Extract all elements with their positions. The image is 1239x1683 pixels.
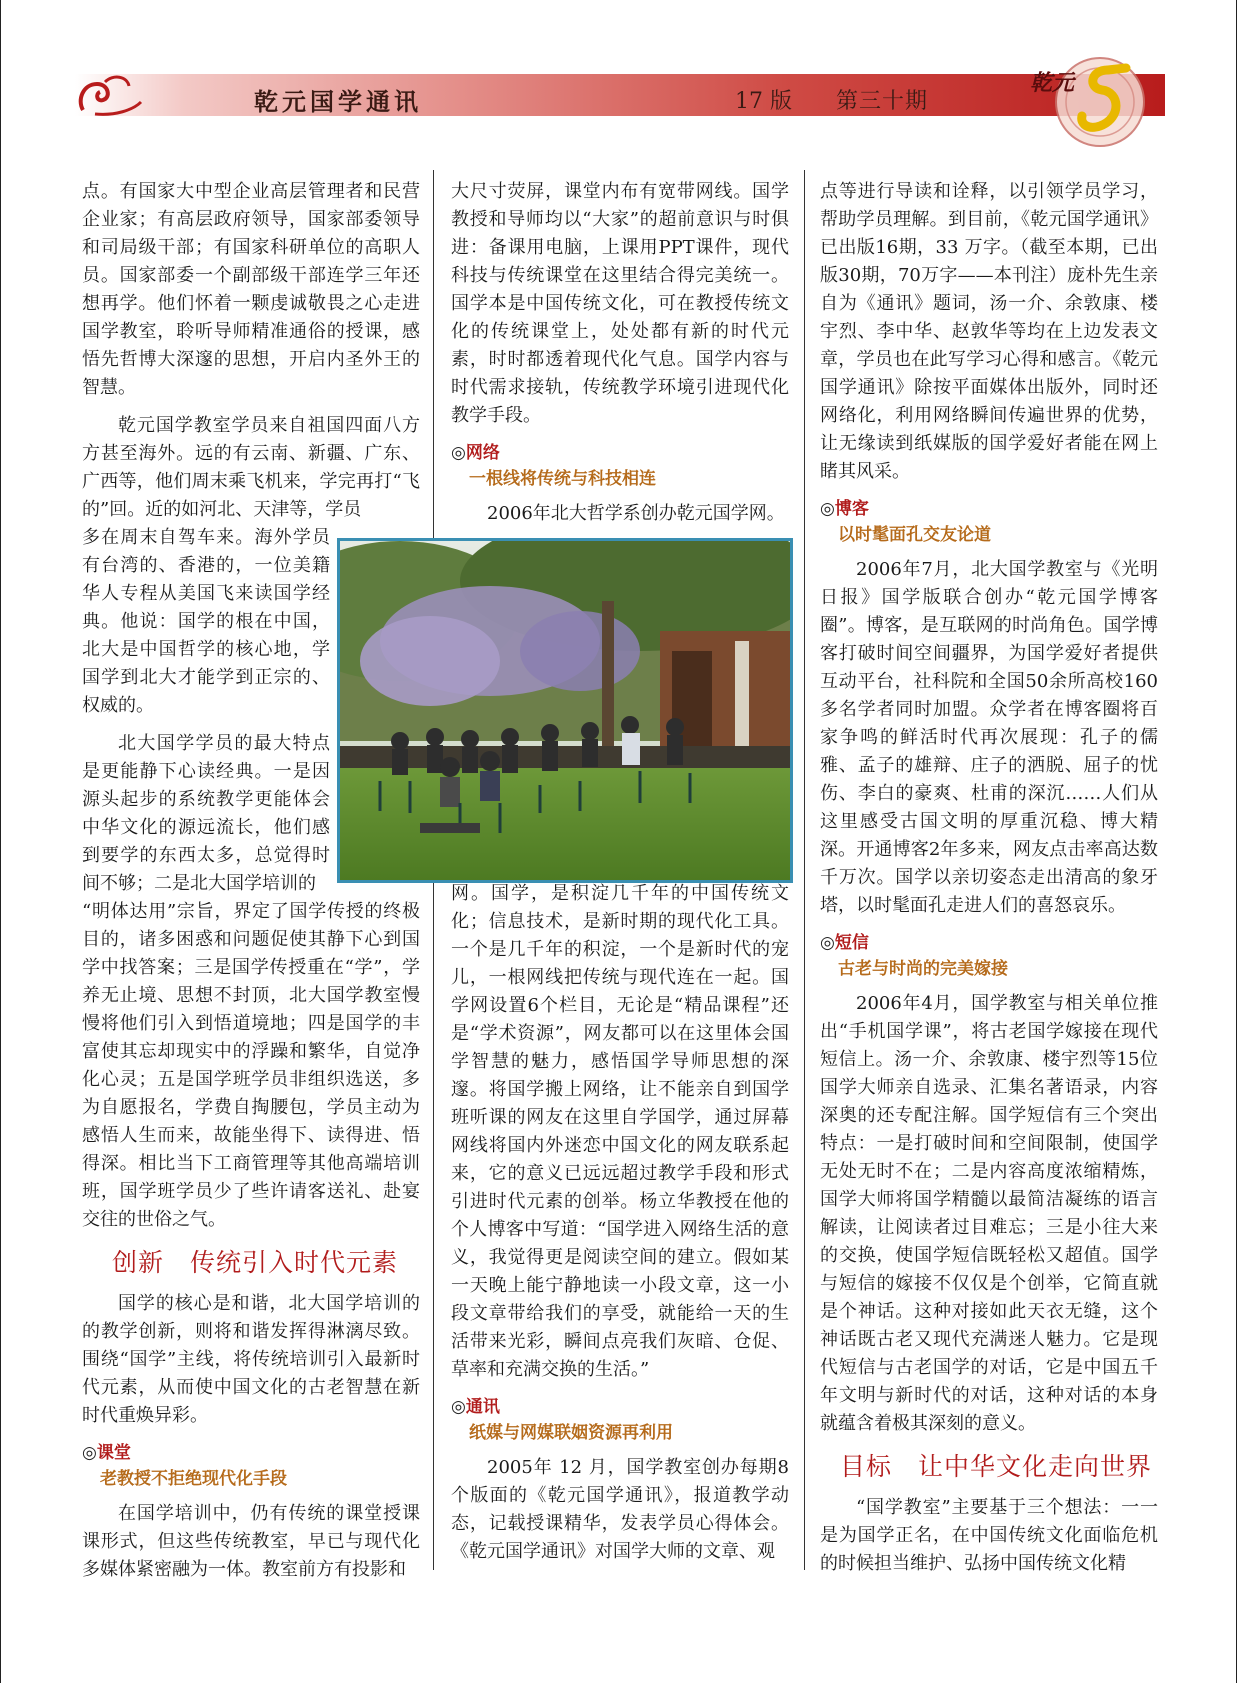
paragraph: “明体达用”宗旨，界定了国学传授的终极目的，诸多困惑和问题促使其静下心到国学中找答案；三是国学传授重在“学”，学养无止境、思想不封顶，北大国学教室慢慢将他们引入到悟道境地；四是国学的丰富使其忘却现实中的浮躁和繁华，自觉净化心灵；五是国学班学员非组织选送，多为自愿报名，学费自掏腰包，学员主动为感悟人生而来，故能坐得下、读得进、悟得深。相比当下工商管理等其他高端培训班，国学班学员少了些许请客送礼、赴宴交往的世俗之气。 [82,901,420,1230]
section-title: 创新 传统引入时代元素 [112,1248,399,1277]
paragraph: 2006年北大哲学系创办乾元国学网。 [487,503,785,524]
circle-bullet-icon: ◎ [820,933,835,953]
column-3 [820,178,1158,1588]
circle-bullet-icon: ◎ [451,1397,466,1417]
paragraph: 点等进行导读和诠释，以引领学员学习，帮助学员理解。到目前，《乾元国学通讯》已出版16期，33 万字。（截至本期，已出版30期，70万字——本刊注）庞朴先生亲自为《通讯》题词，汤一介、余敦康、楼宇烈、李中华、赵敦华等均在上边发表文章，学员也在此写学习心得和感言。《乾元国学通讯》除按平面媒体出版外，同时还网络化，利用网络瞬间传遍世界的优势，让无缘读到纸媒版的国学爱好者能在网上睹其风采。 [820,181,1158,482]
seal-logo-icon [1030,40,1150,155]
circle-bullet-icon: ◎ [451,443,466,463]
subsection-title: 纸媒与网媒联姻资源再利用 [469,1423,673,1443]
paragraph: 网。国学，是积淀几千年的中国传统文化；信息技术，是新时期的现代化工具。一个是几千年的积淀，一个是新时代的宠儿，一根网线把传统与现代连在一起。国学网设置6个栏目，无论是“精品课程”还是“学术资源”，网友都可以在这里体会国学智慧的魅力，感悟国学导师思想的深邃。将国学搬上网络，让不能亲自到国学班听课的网友在这里自学国学，通过屏幕网线将国内外迷恋中国文化的网友联系起来，它的意义已远远超过教学手段和形式引进时代元素的创举。杨立华教授在他的个人博客中写道：“国学进入网络生活的意义，我觉得更是阅读空间的建立。假如某一天晚上能宁静地读一小段文章，这一小段文章带给我们的享受，就能给一天的生活带来光彩，瞬间点亮我们灰暗、仓促、草率和充满交换的生活。” [451,883,789,1380]
circle-bullet-icon: ◎ [820,499,835,519]
paragraph: 2005年 12 月，国学教室创办每期8个版面的《乾元国学通讯》，报道教学动态，记载授课精华，发表学员心得体会。《乾元国学通讯》对国学大师的文章、观 [451,1457,789,1562]
paragraph: 多在周末自驾车来。海外学员有台湾的、香港的，一位美籍华人专程从美国飞来读国学经典。他说：国学的根在中国，北大是中国哲学的核心地，学国学到北大才能学到正宗的、权威的。 [82,527,330,716]
newsletter-title: 乾元国学通讯 [254,88,422,116]
page-border-right [1236,0,1237,1683]
circle-bullet-icon: ◎ [82,1443,97,1463]
subsection-head: ◎通讯 [451,1397,500,1417]
subsection-head: ◎课堂 [82,1443,131,1463]
subsection-title: 一根线将传统与科技相连 [469,469,656,489]
edition-label: 17 版 [735,89,792,114]
subsection-head: ◎短信 [820,933,869,953]
paragraph: “国学教室”主要基于三个想法：一一是为国学正名，在中国传统文化面临危机的时候担当维护、弘扬中国传统文化精 [820,1497,1158,1574]
subsection-title: 以时髦面孔交友论道 [838,525,991,545]
column-1 [82,178,420,1594]
paragraph: 2006年7月，北大国学教室与《光明日报》国学版联合创办“乾元国学博客圈”。博客，是互联网的时尚角色。国学博客打破时间空间疆界，为国学爱好者提供互动平台，社科院和全国50余所高校160多名学者同时加盟。众学者在博客圈将百家争鸣的鲜活时代再次展现：孔子的儒雅、孟子的雄辩、庄子的洒脱、屈子的忧伤、李白的豪爽、杜甫的深沉……人们从这里感受古国文明的厚重沉稳、博大精深。开通博客2年多来，网友点击率高达数千万次。国学以亲切姿态走出清高的象牙塔，以时髦面孔走进人们的喜怒哀乐。 [820,559,1158,916]
paragraph: 2006年4月，国学教室与相关单位推出“手机国学课”，将古老国学嫁接在现代短信上。汤一介、余敦康、楼宇烈等15位国学大师亲自选录、汇集名著语录，内容深奥的还专配注解。国学短信有三个突出特点：一是打破时间和空间限制，使国学无处无时不在；二是内容高度浓缩精炼，国学大师将国学精髓以最简洁凝练的语言解读，让阅读者过目难忘；三是小往大来的交换，使国学短信既轻松又超值。国学与短信的嫁接不仅仅是个创举，它简直就是个神话。这种对接如此天衣无缝，这个神话既古老又现代充满迷人魅力。它是现代短信与古老国学的对话，它是中国五千年文明与新时代的对话，这种对话的本身就蕴含着极其深刻的意义。 [820,993,1158,1434]
column-rule [804,170,805,1570]
subsection-head: ◎网络 [451,443,500,463]
subsection-title: 老教授不拒绝现代化手段 [100,1469,287,1489]
photo-spacer [451,538,789,880]
paragraph: 国学的核心是和谐，北大国学培训的的教学创新，则将和谐发挥得淋漓尽致。围绕“国学”主线，将传统培训引入最新时代元素，从而使中国文化的古老智慧在新时代重焕异彩。 [82,1293,420,1426]
section-title: 目标 让中华文化走向世界 [840,1452,1153,1481]
paragraph: 乾元国学教室学员来自祖国四面八方方甚至海外。远的有云南、新疆、广东、广西等，他们周末乘飞机来，学完再打“飞的”回。近的如河北、天津等，学员 [82,415,420,520]
subsection-title: 古老与时尚的完美嫁接 [838,959,1008,979]
paragraph: 在国学培训中，仍有传统的课堂授课课形式，但这些传统教室，早已与现代化多媒体紧密融为一体。教室前方有投影和 [82,1503,420,1580]
paragraph: 大尺寸荧屏，课堂内布有宽带网线。国学教授和导师均以“大家”的超前意识与时俱进：备课用电脑，上课用PPT课件，现代科技与传统课堂在这里结合得完美统一。国学本是中国传统文化，可在教授传统文化的传统课堂上，处处都有新的时代元素，时时都透着现代化气息。国学内容与时代需求接轨，传统教学环境引进现代化教学手段。 [451,181,789,426]
paragraph: 北大国学学员的最大特点是更能静下心读经典。一是因源头起步的系统教学更能体会中华文化的源远流长，他们感到要学的东西太多，总觉得时间不够；二是北大国学培训的 [82,733,330,894]
paragraph: 点。有国家大中型企业高层管理者和民营企业家；有高层政府领导，国家部委领导和司局级干部；有国家科研单位的高职人员。国家部委一个副部级干部连学三年还想再学。他们怀着一颗虔诚敬畏之心走进国学教室，聆听导师精准通俗的授课，感悟先哲博大深邃的思想，开启内圣外王的智慧。 [82,181,420,398]
page-border-left [0,0,1,1683]
cloud-swirl-icon [75,70,145,120]
column-2 [451,178,789,1576]
logo-text: 乾元 [1030,70,1075,96]
header-bar [75,74,1165,116]
subsection-head: ◎博客 [820,499,869,519]
issue-label: 第三十期 [836,89,929,114]
